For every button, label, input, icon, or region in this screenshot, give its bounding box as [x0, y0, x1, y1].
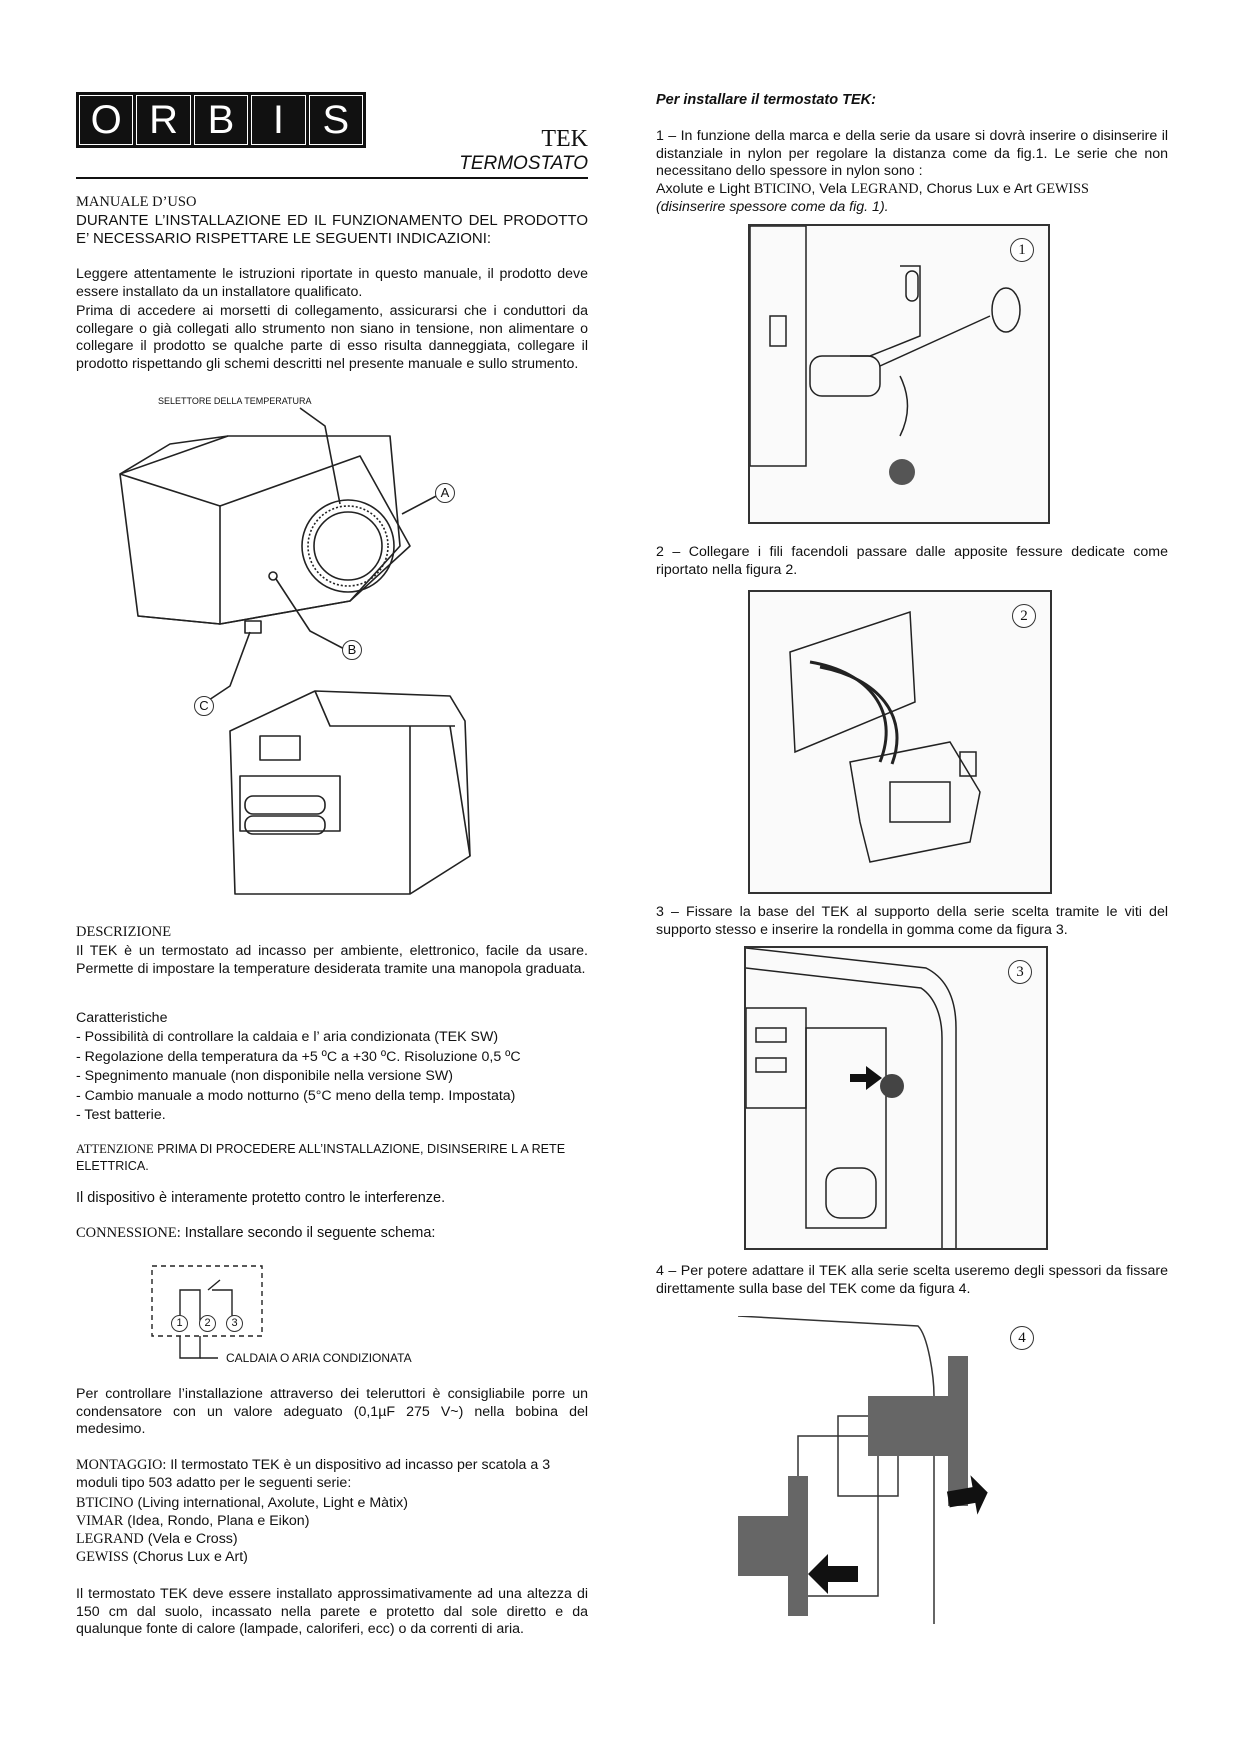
connection-lead: CONNESSIONE:	[76, 1225, 181, 1241]
series-brand: LEGRAND	[76, 1531, 144, 1547]
manual-heading: MANUALE D’USO	[76, 194, 197, 210]
orbis-logo	[76, 92, 366, 148]
wires	[810, 662, 886, 762]
mounting-lead: MONTAGGIO:	[76, 1457, 167, 1473]
arrow	[866, 1066, 882, 1090]
features-list	[76, 1028, 596, 1126]
series-brand: LEGRAND	[850, 181, 919, 197]
bracket	[850, 266, 920, 356]
callout-a: A	[435, 483, 455, 503]
terminal-1: 1	[171, 1315, 188, 1332]
logo-letter: O	[79, 95, 133, 145]
figure-2	[748, 590, 1052, 894]
series-brand: BTICINO	[753, 181, 812, 197]
arrow-left	[808, 1554, 858, 1594]
product-name: TERMOSTATO	[459, 153, 588, 174]
install-step-2: 2 – Collegare i fili facendoli passare dalle apposite fessure dedicate come riportato nella figura 2.	[656, 544, 1168, 578]
connection-line	[76, 1225, 588, 1243]
install-step-1: 1 – In funzione della marca e della serie da usare si dovrà inserire o disinserire il distanziale in nylon per regolare la distanza come da fig.1. Le serie che non necessitano dello spessore in nylon sono :	[656, 128, 1168, 180]
figure-number: 3	[1008, 960, 1032, 984]
device-front-face	[120, 436, 400, 624]
schema-label: CALDAIA O ARIA CONDIZIONATA	[226, 1351, 412, 1365]
series-brand: GEWISS	[1036, 181, 1089, 197]
description-heading: DESCRIZIONE	[76, 924, 172, 940]
figure-3	[744, 946, 1048, 1250]
series-text: , Chorus Lux e Art	[918, 181, 1037, 197]
list-item: - Regolazione della temperatura da +5 ºC a +30 ºC. Risoluzione 0,5 ºC	[76, 1048, 596, 1068]
list-item: - Test batterie.	[76, 1106, 596, 1126]
selector-dial	[302, 500, 394, 592]
figure-number: 1	[1010, 238, 1034, 262]
series-brand: BTICINO	[76, 1495, 134, 1511]
frame	[746, 948, 956, 1248]
series-brand: GEWISS	[76, 1549, 129, 1565]
led	[269, 572, 277, 580]
series-text: Axolute e Light	[656, 181, 754, 197]
figure-number: 4	[1010, 1326, 1034, 1350]
series-models: (Chorus Lux e Art)	[128, 1549, 248, 1565]
figure-number: 2	[1012, 604, 1036, 628]
teleruttori-note: Per controllare l’installazione attraverso dei teleruttori è consigliabile porre un condensatore con un valore adeguato (0,1µF 275 V~) nella bobina del medesimo.	[76, 1386, 588, 1438]
list-item: - Cambio manuale a modo notturno (5°C meno della temp. Impostata)	[76, 1087, 596, 1107]
figure-1	[748, 224, 1050, 524]
terminal-3: 3	[226, 1315, 243, 1332]
warning-title: DURANTE L’INSTALLAZIONE ED IL FUNZIONAMENTO DEL PRODOTTO E’ NECESSARIO RISPETTARE LE SEGUENTI INDICAZIONI:	[76, 212, 588, 247]
rubber-washer	[880, 1074, 904, 1098]
install-heading: Per installare il termostato TEK:	[656, 92, 876, 108]
manual-paragraph-1: Leggere attentamente le istruzioni riportate in questo manuale, il prodotto deve essere installato da un installatore qualificato.	[76, 266, 588, 300]
logo-letter: I	[251, 95, 305, 145]
series-models: (Vela e Cross)	[143, 1531, 238, 1547]
spacer-left	[738, 1476, 808, 1616]
list-item	[76, 1548, 588, 1566]
figure-4	[738, 1316, 1038, 1624]
callout-b: B	[342, 640, 362, 660]
list-item	[76, 1494, 588, 1512]
title-rule	[76, 177, 588, 179]
attention-note	[76, 1141, 588, 1175]
connection-text: Installare secondo il seguente schema:	[180, 1225, 436, 1241]
series-text: , Vela	[811, 181, 851, 197]
logo-letter: R	[136, 95, 190, 145]
placement-note: Il termostato TEK deve essere installato approssimativamente ad una altezza di 150 cm dal suolo, incassato nella parete e protetto dal sole diretto e da qualunque fonte di calore (lampade, caloriferi, ecc) o da correnti di aria.	[76, 1586, 588, 1638]
callout-c: C	[194, 696, 214, 716]
list-item: - Spegnimento manuale (non disponibile nella versione SW)	[76, 1067, 596, 1087]
product-code: TEK	[541, 126, 588, 152]
selector-label: SELETTORE DELLA TEMPERATURA	[158, 396, 312, 406]
device-back-body	[230, 691, 470, 894]
description-text: Il TEK è un termostato ad incasso per ambiente, elettronico, facile da usare. Permette di impostare la temperature desiderata tramite una manopola graduata.	[76, 943, 588, 977]
mounting-text	[76, 1457, 588, 1492]
list-item: - Possibilità di controllare la caldaia e l’ aria condizionata (TEK SW)	[76, 1028, 596, 1048]
nylon-spacer	[992, 288, 1020, 332]
series-models: (Idea, Rondo, Plana e Eikon)	[123, 1513, 310, 1529]
install-step-1-series	[656, 181, 1168, 199]
features-heading: Caratteristiche	[76, 1010, 168, 1026]
attention-text: PRIMA DI PROCEDERE ALL’INSTALLAZIONE, DISINSERIRE L A RETE ELETTRICA.	[76, 1142, 566, 1173]
attention-lead: ATTENZIONE	[76, 1142, 154, 1156]
manual-paragraph-2: Prima di accedere ai morsetti di collegamento, assicurarsi che i conduttori da collegare o già collegati allo strumento non siano in tensione, non alimentare o collegare il prodotto se qualche parte di esso risulta danneggiata, collegare il prodotto rispettando gli schemi descritti nel presente manuale e sullo strumento.	[76, 303, 588, 372]
device-figure	[110, 396, 570, 916]
install-step-1-note: (disinserire spessore come da fig. 1).	[656, 199, 889, 215]
series-brand: VIMAR	[76, 1513, 124, 1529]
list-item	[76, 1512, 588, 1530]
logo-letter: S	[309, 95, 363, 145]
list-item	[76, 1530, 588, 1548]
rubber-washer	[889, 459, 915, 485]
logo-letter: B	[194, 95, 248, 145]
install-step-3: 3 – Fissare la base del TEK al supporto della serie scelta tramite le viti del supporto stesso e inserire la rondella in gomma come da figura 3.	[656, 904, 1168, 938]
terminal-2: 2	[199, 1315, 216, 1332]
protection-note: Il dispositivo è interamente protetto contro le interferenze.	[76, 1190, 446, 1206]
spacer-right	[868, 1356, 968, 1506]
connection-schema	[140, 1262, 460, 1372]
series-models: (Living international, Axolute, Light e Màtix)	[133, 1495, 408, 1511]
mounting-body: Il termostato TEK è un dispositivo ad incasso per scatola a 3 moduli tipo 503 adatto per le seguenti serie:	[76, 1457, 551, 1491]
series-list	[76, 1494, 588, 1566]
install-step-4: 4 – Per potere adattare il TEK alla serie scelta useremo degli spessori da fissare direttamente sulla base del TEK come da figura 4.	[656, 1263, 1168, 1297]
